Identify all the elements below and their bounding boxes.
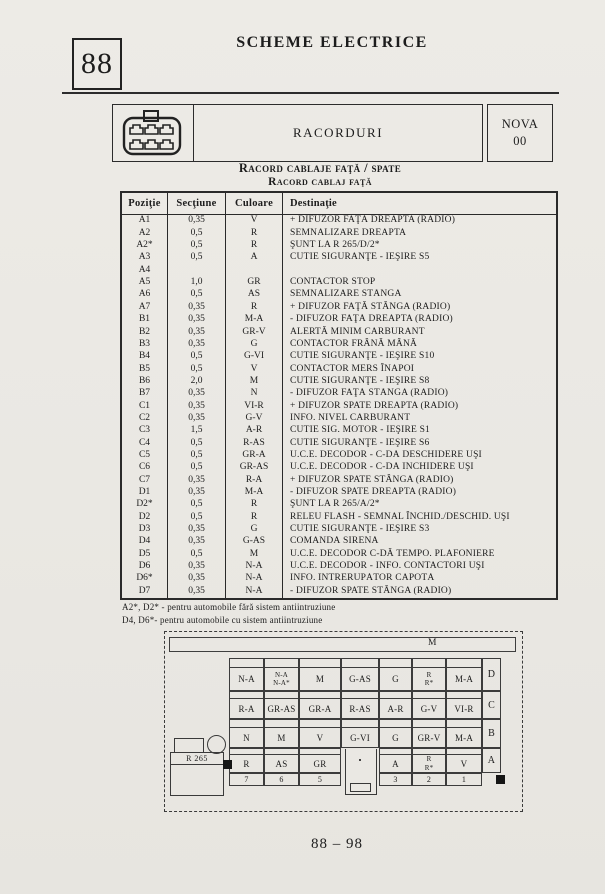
cell-pos: B4 (121, 351, 168, 363)
table-row (121, 548, 557, 560)
row-label-b: B (482, 719, 501, 748)
cell-cul: R-A (226, 474, 283, 486)
table-row (121, 524, 557, 536)
cell-cul: M-A (226, 487, 283, 499)
cell-dest: U.C.E. DECODOR C-DĂ TEMPO. PLAFONIERE (283, 548, 558, 560)
cell-sec: 0,35 (168, 474, 226, 486)
connector-icon-cell (113, 105, 194, 161)
cell-cul: R-AS (226, 437, 283, 449)
grid-cell-a7: V (446, 748, 482, 773)
cell-cul: GR (226, 277, 283, 289)
cell-sec: 0,35 (168, 413, 226, 425)
cell-sec: 1,5 (168, 425, 226, 437)
racorduri-banner (112, 104, 483, 162)
cell-sec: 0,35 (168, 487, 226, 499)
table-row (121, 487, 557, 499)
cell-cul: R (226, 511, 283, 523)
grid-cell-b3: V (299, 719, 341, 748)
cell-pos: A4 (121, 264, 168, 276)
cell-sec: 1,0 (168, 277, 226, 289)
grid-cell-c3: GR-A (299, 691, 341, 719)
table-row (121, 351, 557, 363)
cell-pos: D4 (121, 536, 168, 548)
cell-cul: G-VI (226, 351, 283, 363)
pin-number-2: 2 (412, 773, 446, 786)
table-row (121, 227, 557, 239)
cell-sec: 0,35 (168, 400, 226, 412)
cell-cul: AS (226, 289, 283, 301)
cell-dest: + DIFUZOR SPATE DREAPTA (RADIO) (283, 400, 558, 412)
table-row (121, 585, 557, 598)
footnote-2: D4, D6*- pentru automobile cu sistem antiintruziune (122, 615, 323, 625)
section-heading-primary: Racord cablaje faţă / spate (238, 161, 402, 175)
cell-sec: 0,5 (168, 437, 226, 449)
page-number: 88 (81, 47, 113, 80)
grid-cell-b2: M (264, 719, 299, 748)
pin-number-3: 3 (379, 773, 412, 786)
grid-cell-d6: R R* (412, 658, 446, 691)
cell-pos: C5 (121, 450, 168, 462)
cell-pos: C1 (121, 400, 168, 412)
cell-cul: GR-A (226, 450, 283, 462)
cell-pos: D7 (121, 585, 168, 598)
table-row (121, 499, 557, 511)
col-header-destinatie: Destinaţie (283, 192, 558, 215)
table-row (121, 462, 557, 474)
cell-sec: 0,35 (168, 536, 226, 548)
cell-sec: 2,0 (168, 375, 226, 387)
grid-cell-a1: R (229, 748, 264, 773)
table-row (121, 314, 557, 326)
table-row (121, 363, 557, 375)
grid-cell-b7: M-A (446, 719, 482, 748)
cell-dest (283, 264, 558, 276)
grid-cell-d7: M-A (446, 658, 482, 691)
connector-diagram (164, 631, 523, 812)
cell-dest: COMANDĂ SIRENĂ (283, 536, 558, 548)
cell-sec: 0,35 (168, 561, 226, 573)
pin-number-5: 5 (299, 773, 341, 786)
cell-cul: N-A (226, 585, 283, 598)
cell-pos: D3 (121, 524, 168, 536)
table-row (121, 277, 557, 289)
cell-pos: A2* (121, 240, 168, 252)
cell-dest: CUTIE SIGURANŢE - IEŞIRE S8 (283, 375, 558, 387)
cell-sec: 0,5 (168, 450, 226, 462)
cell-sec: 0,5 (168, 462, 226, 474)
cell-dest: - DIFUZOR SPATE DREAPTA (RADIO) (283, 487, 558, 499)
connector-pin-marker-left (223, 760, 232, 769)
cell-pos: B1 (121, 314, 168, 326)
cell-dest: - DIFUZOR FAŢĂ STÂNGA (RADIO) (283, 388, 558, 400)
table-row (121, 215, 557, 228)
table-row (121, 400, 557, 412)
cell-dest: RELEU FLASH - SEMNAL ÎNCHID./DESCHID. UŞI (283, 511, 558, 523)
cell-dest: CONTACTOR MERS ÎNAPOI (283, 363, 558, 375)
cell-pos: D5 (121, 548, 168, 560)
cell-sec: 0,5 (168, 252, 226, 264)
table-row (121, 326, 557, 338)
cell-dest: ŞUNT LA R 265/D/2* (283, 240, 558, 252)
connector-icon (120, 109, 186, 157)
cell-sec: 0,5 (168, 363, 226, 375)
bus-bar (169, 637, 516, 652)
cell-sec (168, 264, 226, 276)
cell-dest: + DIFUZOR SPATE STÂNGA (RADIO) (283, 474, 558, 486)
cell-sec: 0,5 (168, 351, 226, 363)
cell-sec: 0,35 (168, 573, 226, 585)
cell-cul: N (226, 388, 283, 400)
cell-dest: CUTIE SIG. MOTOR - IEŞIRE S1 (283, 425, 558, 437)
cell-dest: ALERTĂ MINIM CARBURANT (283, 326, 558, 338)
grid-cell-c1: R-A (229, 691, 264, 719)
cell-cul: A (226, 252, 283, 264)
table-row (121, 511, 557, 523)
table-row (121, 474, 557, 486)
cell-pos: B3 (121, 338, 168, 350)
cell-sec: 0,5 (168, 499, 226, 511)
cell-dest: CUTIE SIGURANŢE - IEŞIRE S3 (283, 524, 558, 536)
notch-dot (359, 759, 361, 761)
pin-number-1: 1 (446, 773, 482, 786)
cell-sec: 0,35 (168, 388, 226, 400)
cell-pos: D2* (121, 499, 168, 511)
cell-cul: A-R (226, 425, 283, 437)
model-year: 00 (513, 134, 527, 148)
grid-cell-c7: VI-R (446, 691, 482, 719)
table-row (121, 561, 557, 573)
cell-pos: C6 (121, 462, 168, 474)
table-row (121, 289, 557, 301)
table-header-row (121, 192, 557, 215)
page-number-box (72, 38, 122, 90)
grid-cell-d2: N-A N-A* (264, 658, 299, 691)
table-row (121, 252, 557, 264)
cell-dest: CUTIE SIGURANŢE - IEŞIRE S5 (283, 252, 558, 264)
cell-cul: G-AS (226, 536, 283, 548)
cell-pos: B7 (121, 388, 168, 400)
cell-pos: D1 (121, 487, 168, 499)
grid-cell-a2: AS (264, 748, 299, 773)
table-row (121, 425, 557, 437)
cell-cul: M (226, 375, 283, 387)
cell-dest: SEMNALIZARE STÂNGA (283, 289, 558, 301)
grid-cell-b1: N (229, 719, 264, 748)
cell-pos: A7 (121, 301, 168, 313)
table-row (121, 338, 557, 350)
cell-pos: B5 (121, 363, 168, 375)
col-header-pozitie: Poziţie (121, 192, 168, 215)
cell-sec: 0,35 (168, 314, 226, 326)
cell-pos: C3 (121, 425, 168, 437)
cell-cul: R (226, 301, 283, 313)
cell-pos: C4 (121, 437, 168, 449)
grid-cell-b5: G (379, 719, 412, 748)
cell-cul: R (226, 499, 283, 511)
cell-dest: U.C.E. DECODOR - C-DĂ ÎNCHIDERE UŞI (283, 462, 558, 474)
cell-cul: G (226, 524, 283, 536)
grid-cell-a5: A (379, 748, 412, 773)
page-title: SCHEME ELECTRICE (236, 34, 428, 51)
cell-dest: CONTACTOR STOP (283, 277, 558, 289)
grid-cell-b4: G-VI (341, 719, 379, 748)
page-footer: 88 – 98 (311, 836, 363, 852)
cell-sec: 0,35 (168, 338, 226, 350)
pin-number-7: 7 (229, 773, 264, 786)
cell-pos: A3 (121, 252, 168, 264)
grid-cell-d5: G (379, 658, 412, 691)
notch-key-rect (350, 783, 371, 792)
cell-pos: A6 (121, 289, 168, 301)
relay-label: R 265 (171, 753, 223, 765)
key-notch (345, 749, 377, 795)
connector-pin-marker-right (496, 775, 505, 784)
cell-dest: - DIFUZOR FAŢĂ DREAPTA (RADIO) (283, 314, 558, 326)
table-row (121, 450, 557, 462)
row-label-c: C (482, 691, 501, 719)
wiring-table (120, 191, 558, 600)
cell-cul: G (226, 338, 283, 350)
cell-dest: ŞUNT LA R 265/A/2* (283, 499, 558, 511)
cell-dest: SEMNALIZARE DREAPTA (283, 227, 558, 239)
grid-cell-a3: GR (299, 748, 341, 773)
relay-box (170, 752, 224, 796)
cell-dest: INFO. ÎNTRERUPĂTOR CAPOTĂ (283, 573, 558, 585)
cell-cul: M-A (226, 314, 283, 326)
table-row (121, 388, 557, 400)
grid-cell-c6: G-V (412, 691, 446, 719)
section-heading-secondary: Racord cablaj faţă (268, 176, 372, 188)
cell-pos: D6* (121, 573, 168, 585)
col-header-sectiune: Secţiune (168, 192, 226, 215)
cell-dest: CUTIE SIGURANŢE - IEŞIRE S6 (283, 437, 558, 449)
cell-sec: 0,35 (168, 301, 226, 313)
grid-cell-d3: M (299, 658, 341, 691)
model-name: NOVA (501, 117, 539, 132)
col-header-culoare: Culoare (226, 192, 283, 215)
cell-pos: A1 (121, 215, 168, 228)
cell-sec: 0,35 (168, 326, 226, 338)
cell-sec: 0,5 (168, 511, 226, 523)
cell-cul: R (226, 240, 283, 252)
cell-sec: 0,5 (168, 240, 226, 252)
cell-cul: GR-AS (226, 462, 283, 474)
cell-pos: B6 (121, 375, 168, 387)
table-row (121, 240, 557, 252)
footnote-1: A2*, D2* - pentru automobile fără sistem antiintruziune (122, 602, 336, 612)
cell-pos: B2 (121, 326, 168, 338)
bus-label: M (428, 638, 437, 648)
table-row (121, 413, 557, 425)
cell-dest: CONTACTOR FRÂNĂ MÂNĂ (283, 338, 558, 350)
cell-dest: + DIFUZOR FAŢĂ DREAPTA (RADIO) (283, 215, 558, 228)
cell-cul: R (226, 227, 283, 239)
cell-cul: V (226, 215, 283, 228)
cell-cul: N-A (226, 573, 283, 585)
row-label-d: D (482, 658, 501, 691)
grid-cell-c5: A-R (379, 691, 412, 719)
cell-cul: M (226, 548, 283, 560)
cell-cul: G-V (226, 413, 283, 425)
grid-cell-b6: GR-V (412, 719, 446, 748)
cell-dest: CUTIE SIGURANŢE - IEŞIRE S10 (283, 351, 558, 363)
cell-sec: 0,35 (168, 215, 226, 228)
cell-pos: D2 (121, 511, 168, 523)
cell-cul: VI-R (226, 400, 283, 412)
cell-sec: 0,5 (168, 289, 226, 301)
banner-title: RACORDURI (292, 125, 384, 140)
cell-dest: INFO. NIVEL CARBURANT (283, 413, 558, 425)
row-label-a: A (482, 748, 501, 773)
cell-pos: A2 (121, 227, 168, 239)
grid-cell-c4: R-AS (341, 691, 379, 719)
cell-pos: A5 (121, 277, 168, 289)
grid-cell-a6: R R* (412, 748, 446, 773)
indicator-rect (174, 738, 204, 753)
table-row (121, 573, 557, 585)
cell-sec: 0,35 (168, 585, 226, 598)
cell-cul: N-A (226, 561, 283, 573)
grid-cell-d4: G-AS (341, 658, 379, 691)
table-row (121, 301, 557, 313)
cell-sec: 0,5 (168, 227, 226, 239)
cell-dest: U.C.E. DECODOR - C-DĂ DESCHIDERE UŞI (283, 450, 558, 462)
table-row (121, 437, 557, 449)
grid-cell-c2: GR-AS (264, 691, 299, 719)
cell-cul (226, 264, 283, 276)
table-row (121, 375, 557, 387)
cell-cul: V (226, 363, 283, 375)
pin-number-6: 6 (264, 773, 299, 786)
cell-dest: U.C.E. DECODOR - INFO. CONTACTORI UŞI (283, 561, 558, 573)
table-row (121, 536, 557, 548)
header-divider (62, 92, 559, 94)
cell-pos: D6 (121, 561, 168, 573)
cell-sec: 0,35 (168, 524, 226, 536)
cell-sec: 0,5 (168, 548, 226, 560)
cell-dest: - DIFUZOR SPATE STÂNGA (RADIO) (283, 585, 558, 598)
grid-cell-d1: N-A (229, 658, 264, 691)
cell-pos: C2 (121, 413, 168, 425)
table-row (121, 264, 557, 276)
cell-cul: GR-V (226, 326, 283, 338)
cell-pos: C7 (121, 474, 168, 486)
model-badge (487, 104, 553, 162)
cell-dest: + DIFUZOR FAŢĂ STÂNGA (RADIO) (283, 301, 558, 313)
